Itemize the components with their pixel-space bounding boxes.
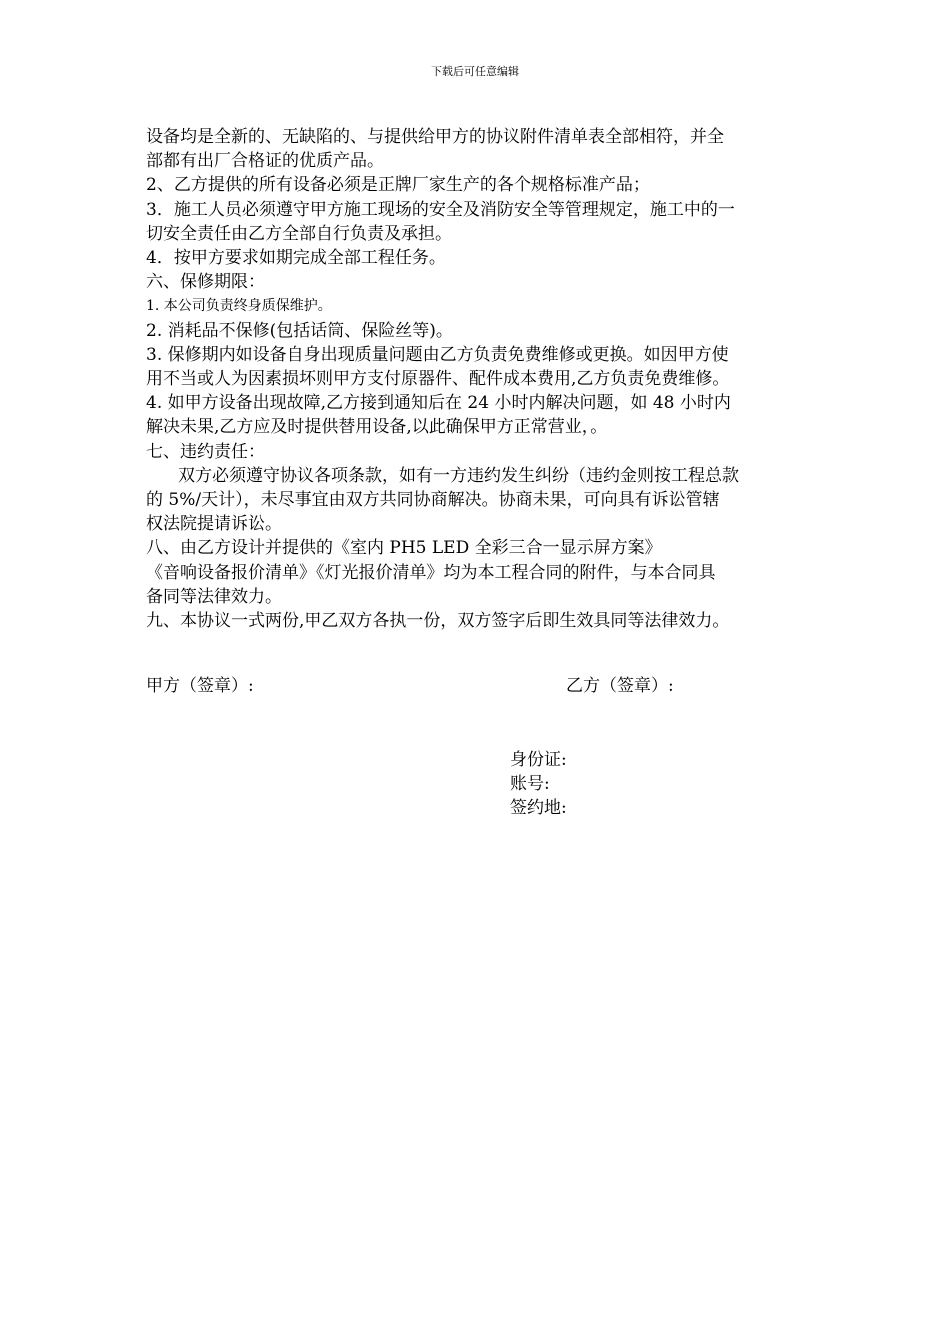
party-a-signature-label: 甲方（签章）:	[146, 676, 254, 696]
body-line: 3. 保修期内如设备自身出现质量问题由乙方负责免费维修或更换。如因甲方使	[146, 344, 729, 365]
section-heading-breach: 七、违约责任：	[146, 441, 265, 462]
body-line: 4．按甲方要求如期完成全部工程任务。	[146, 248, 446, 269]
body-line: 解决未果,乙方应及时提供替用设备,以此确保甲方正常营业，。	[146, 417, 608, 438]
sign-place-label: 签约地:	[510, 798, 567, 818]
body-line: 1. 本公司负责终身质保维护。	[146, 298, 332, 315]
body-line: 的 5%/天计），未尽事宜由双方共同协商解决。协商未果，可向具有诉讼管辖	[146, 490, 720, 511]
body-line: 权法院提请诉讼。	[146, 514, 282, 535]
body-line: 3．施工人员必须遵守甲方施工现场的安全及消防安全等管理规定，施工中的一	[146, 199, 735, 220]
section-heading-warranty: 六、保修期限：	[146, 272, 265, 293]
party-b-signature-label: 乙方（签章）:	[566, 676, 674, 696]
contract-body	[146, 125, 808, 633]
account-label: 账号:	[510, 774, 550, 794]
body-line: 八、由乙方设计并提供的《室内 PH5 LED 全彩三合一显示屏方案》	[146, 538, 662, 559]
party-b-info-block	[510, 748, 567, 820]
body-line: 切安全责任由乙方全部自行负责及承担。	[146, 223, 452, 244]
body-line: 备同等法律效力。	[146, 586, 282, 607]
page-header: 下载后可任意编辑	[431, 65, 519, 78]
body-line: 4. 如甲方设备出现故障,乙方接到通知后在 24 小时内解决问题，如 48 小时内	[146, 393, 731, 414]
signature-row	[146, 674, 808, 700]
body-line: 九、本协议一式两份,甲乙双方各执一份，双方签字后即生效具同等法律效力。	[146, 611, 730, 632]
body-line: 《音响设备报价清单》《灯光报价清单》均为本工程合同的附件，与本合同具	[146, 562, 716, 583]
body-line: 设备均是全新的、无缺陷的、与提供给甲方的协议附件清单表全部相符，并全	[146, 127, 724, 147]
body-line: 用不当或人为因素损坏则甲方支付原器件、配件成本费用,乙方负责免费维修。	[146, 369, 730, 390]
id-card-label: 身份证:	[510, 750, 567, 770]
body-line: 部都有出厂合格证的优质产品。	[146, 151, 384, 172]
body-line: 2. 消耗品不保修(包括话筒、保险丝等)。	[146, 320, 453, 341]
body-line: 双方必须遵守协议各项条款，如有一方违约发生纠纷（违约金则按工程总款	[178, 465, 739, 486]
body-line: 2、乙方提供的所有设备必须是正牌厂家生产的各个规格标准产品；	[146, 175, 650, 196]
